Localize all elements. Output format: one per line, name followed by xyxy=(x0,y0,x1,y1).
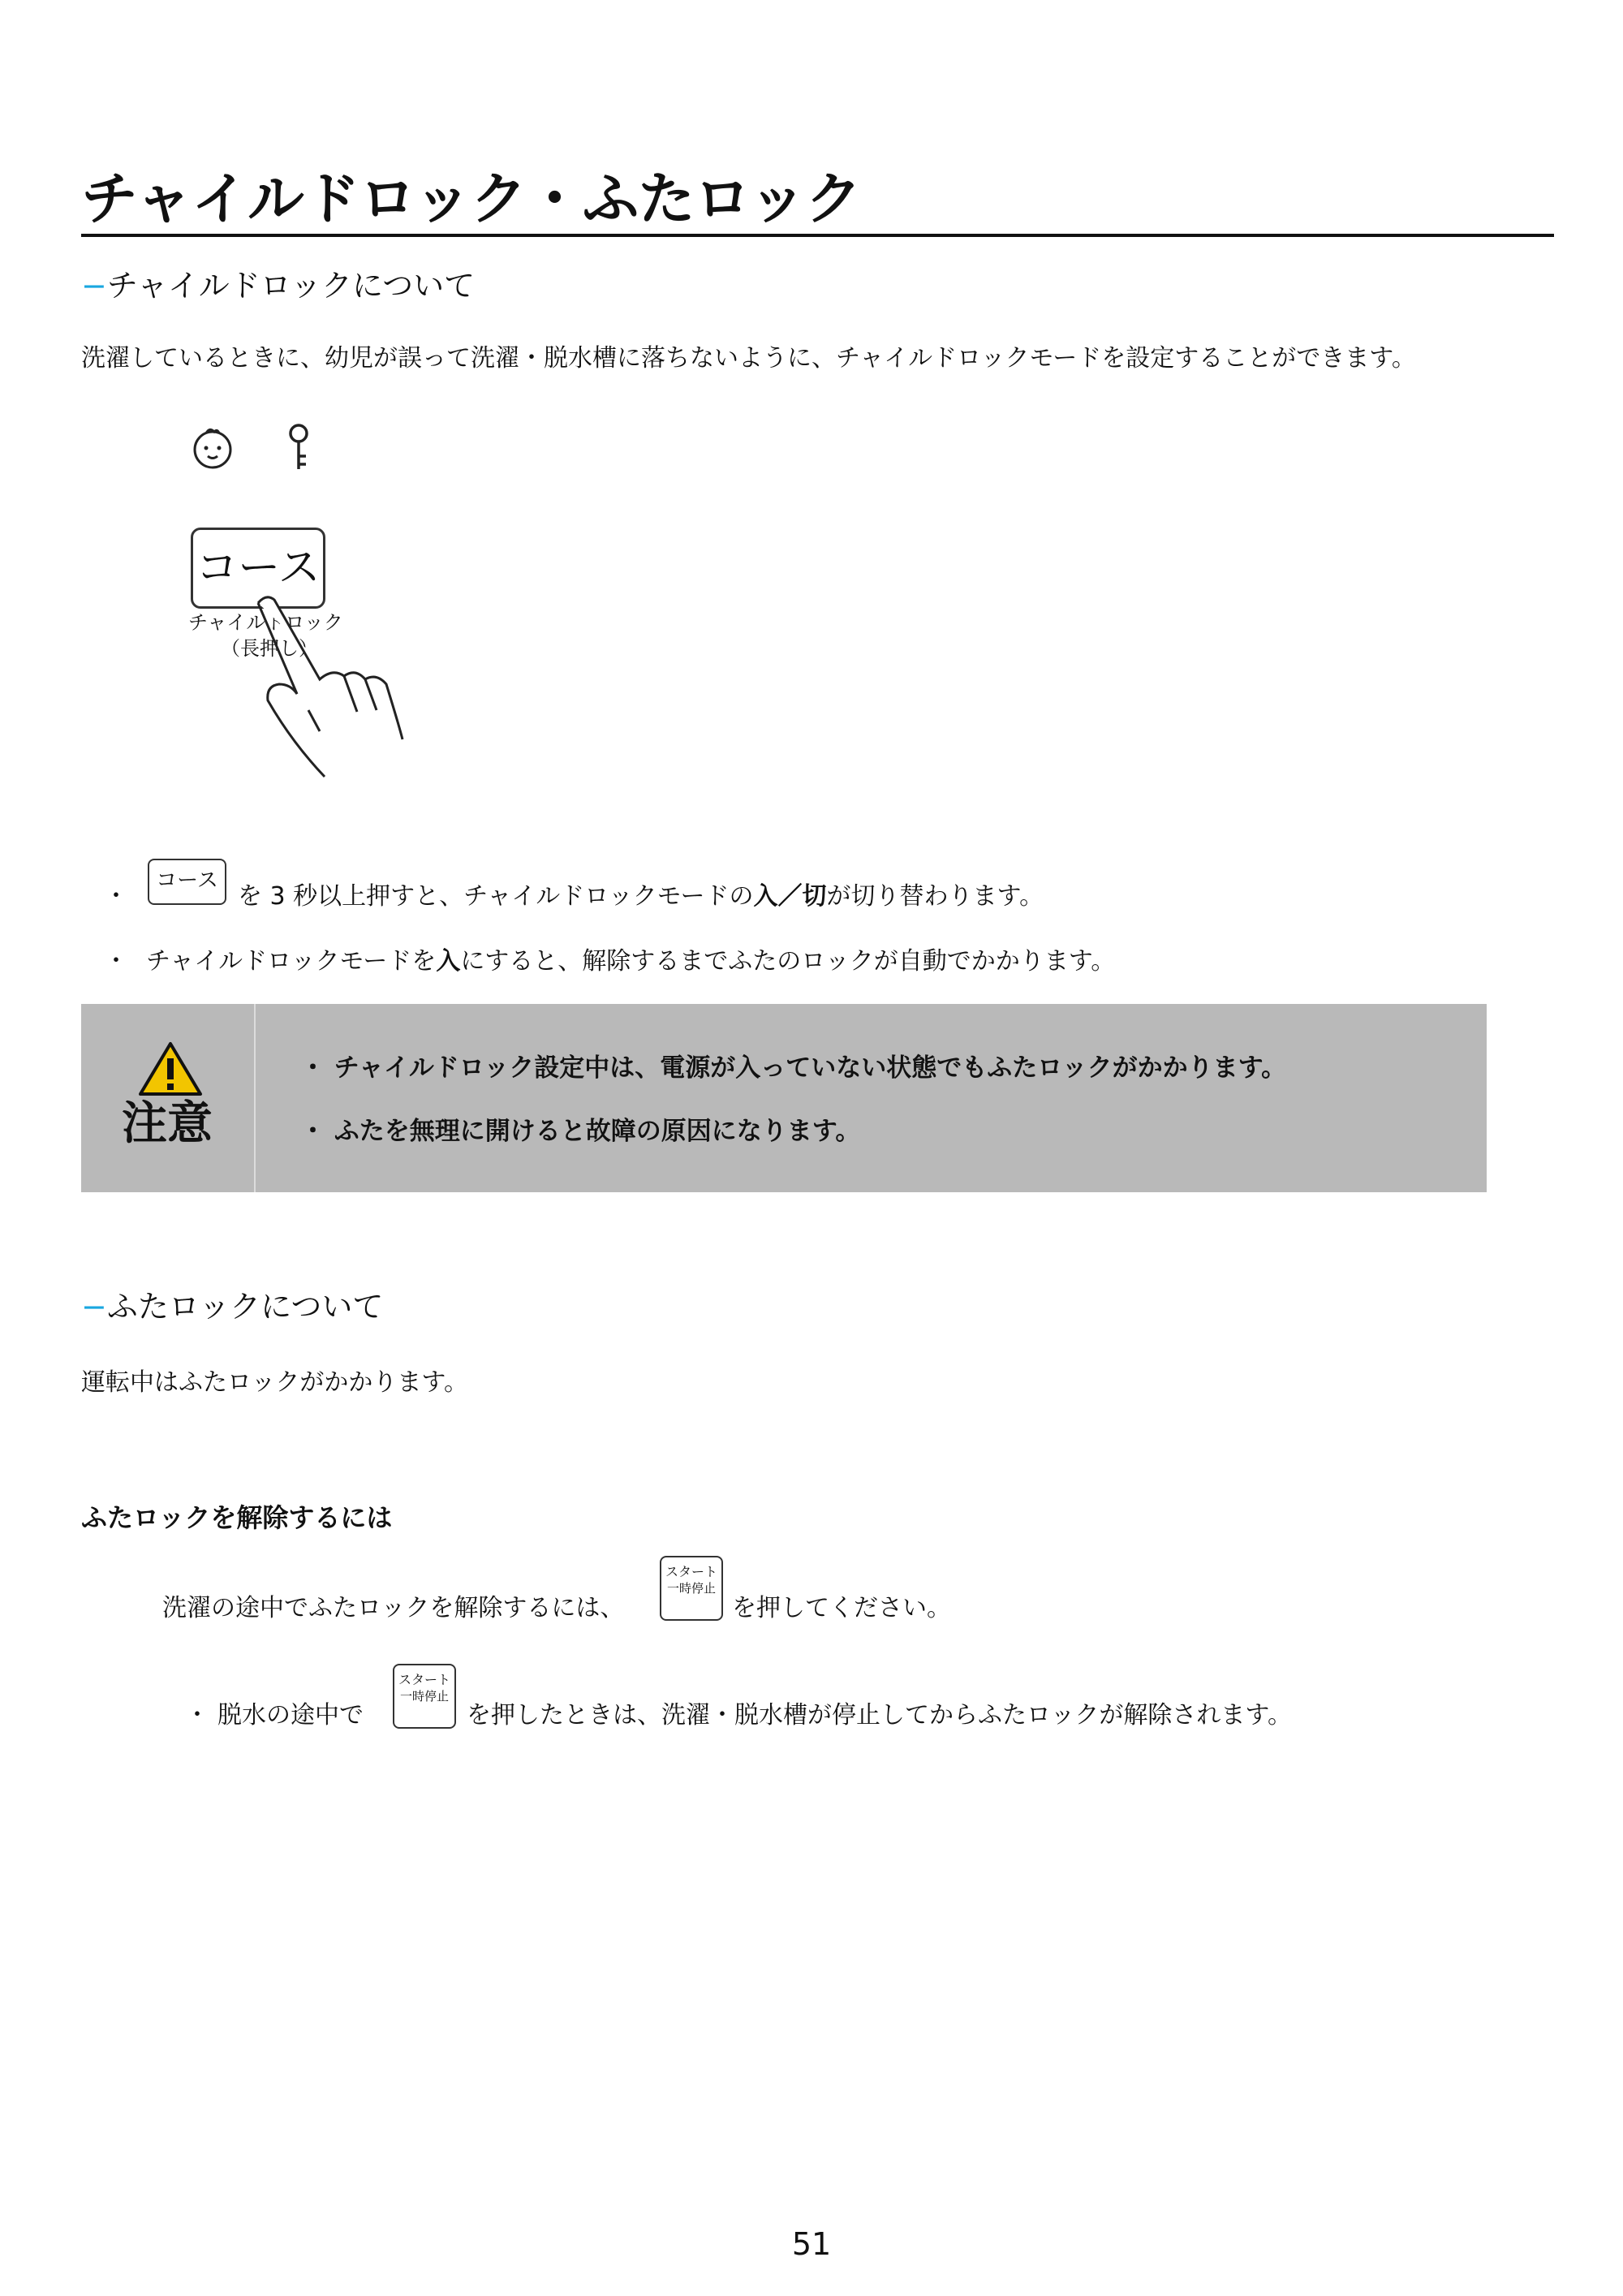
bullet-dot: ・ xyxy=(104,882,128,911)
release-instruction-b: を押してください。 xyxy=(732,1594,951,1622)
bullet-2-text xyxy=(146,944,1115,980)
note-text-b: を押したときは、洗濯・脱水槽が停止してからふたロックが解除されます。 xyxy=(467,1701,1292,1730)
start-pause-button-inline xyxy=(393,1664,456,1729)
caution-line-2 xyxy=(300,1114,860,1149)
release-subheading: ふたロックを解除するには xyxy=(81,1502,393,1533)
course-button-inline: コース xyxy=(148,859,226,905)
bullet-1-text-c: が切り替わります。 xyxy=(826,882,1044,911)
heading-text: ふたロックについて xyxy=(106,1289,384,1325)
bullet-2-text-a: チャイルドロックモードを xyxy=(146,947,437,976)
heading-dash: − xyxy=(81,1289,107,1325)
caution-dot: ・ xyxy=(300,1117,325,1146)
bullet-1-on-off: 入／切 xyxy=(753,882,827,911)
caption-child-lock: チャイルドロック xyxy=(188,611,343,634)
heading-dash: − xyxy=(81,268,107,304)
section-heading-child-lock xyxy=(81,265,475,306)
caution-box xyxy=(81,1004,1487,1192)
pause-label: 一時停止 xyxy=(666,1581,716,1596)
baby-face-icon xyxy=(188,424,237,476)
bullet-1-text xyxy=(238,879,1044,915)
section-heading-lid-lock xyxy=(81,1286,383,1327)
note-text-a: 脱水の途中で xyxy=(217,1701,364,1730)
start-label: スタート xyxy=(665,1564,717,1579)
warning-triangle-icon xyxy=(138,1040,203,1101)
start-pause-button xyxy=(660,1556,723,1621)
title-rule xyxy=(81,234,1554,237)
bullet-1-text-a: を 3 秒以上押すと、チャイルドロックモードの xyxy=(238,882,754,911)
caution-text: ふたを無理に開けると故障の原因になります。 xyxy=(334,1117,861,1146)
bullet-2-text-c: にすると、解除するまでふたのロックが自動でかかります。 xyxy=(460,947,1116,976)
pause-label: 一時停止 xyxy=(399,1689,449,1704)
note-dot: ・ xyxy=(185,1701,209,1730)
start-label: スタート xyxy=(398,1672,450,1687)
lid-lock-intro: 運転中はふたロックがかかります。 xyxy=(81,1368,468,1397)
intro-paragraph: 洗濯しているときに、幼児が誤って洗濯・脱水槽に落ちないように、チャイルドロックモードを設定することができます。 xyxy=(81,344,1416,373)
course-button-illustration: コース xyxy=(191,528,325,609)
pressing-hand-icon xyxy=(243,588,406,786)
caution-dot: ・ xyxy=(300,1053,325,1083)
caution-line-1 xyxy=(300,1050,1286,1086)
bullet-2-on: 入 xyxy=(436,947,461,976)
page-title: チャイルドロック・ふたロック xyxy=(81,166,862,232)
bullet-2-dot: ・ xyxy=(104,947,128,976)
caution-text: チャイルドロック設定中は、電源が入っていない状態でもふたロックがかかります。 xyxy=(334,1053,1287,1083)
release-instruction-a: 洗濯の途中でふたロックを解除するには、 xyxy=(162,1594,625,1622)
caption-long-press: （長押し） xyxy=(221,637,318,660)
bullet-1 xyxy=(104,879,128,915)
caution-label: 注意 xyxy=(122,1097,213,1150)
caution-separator xyxy=(254,1004,256,1192)
heading-text: チャイルドロックについて xyxy=(106,268,476,304)
page-number: 51 xyxy=(791,2226,832,2262)
key-icon xyxy=(284,422,313,477)
